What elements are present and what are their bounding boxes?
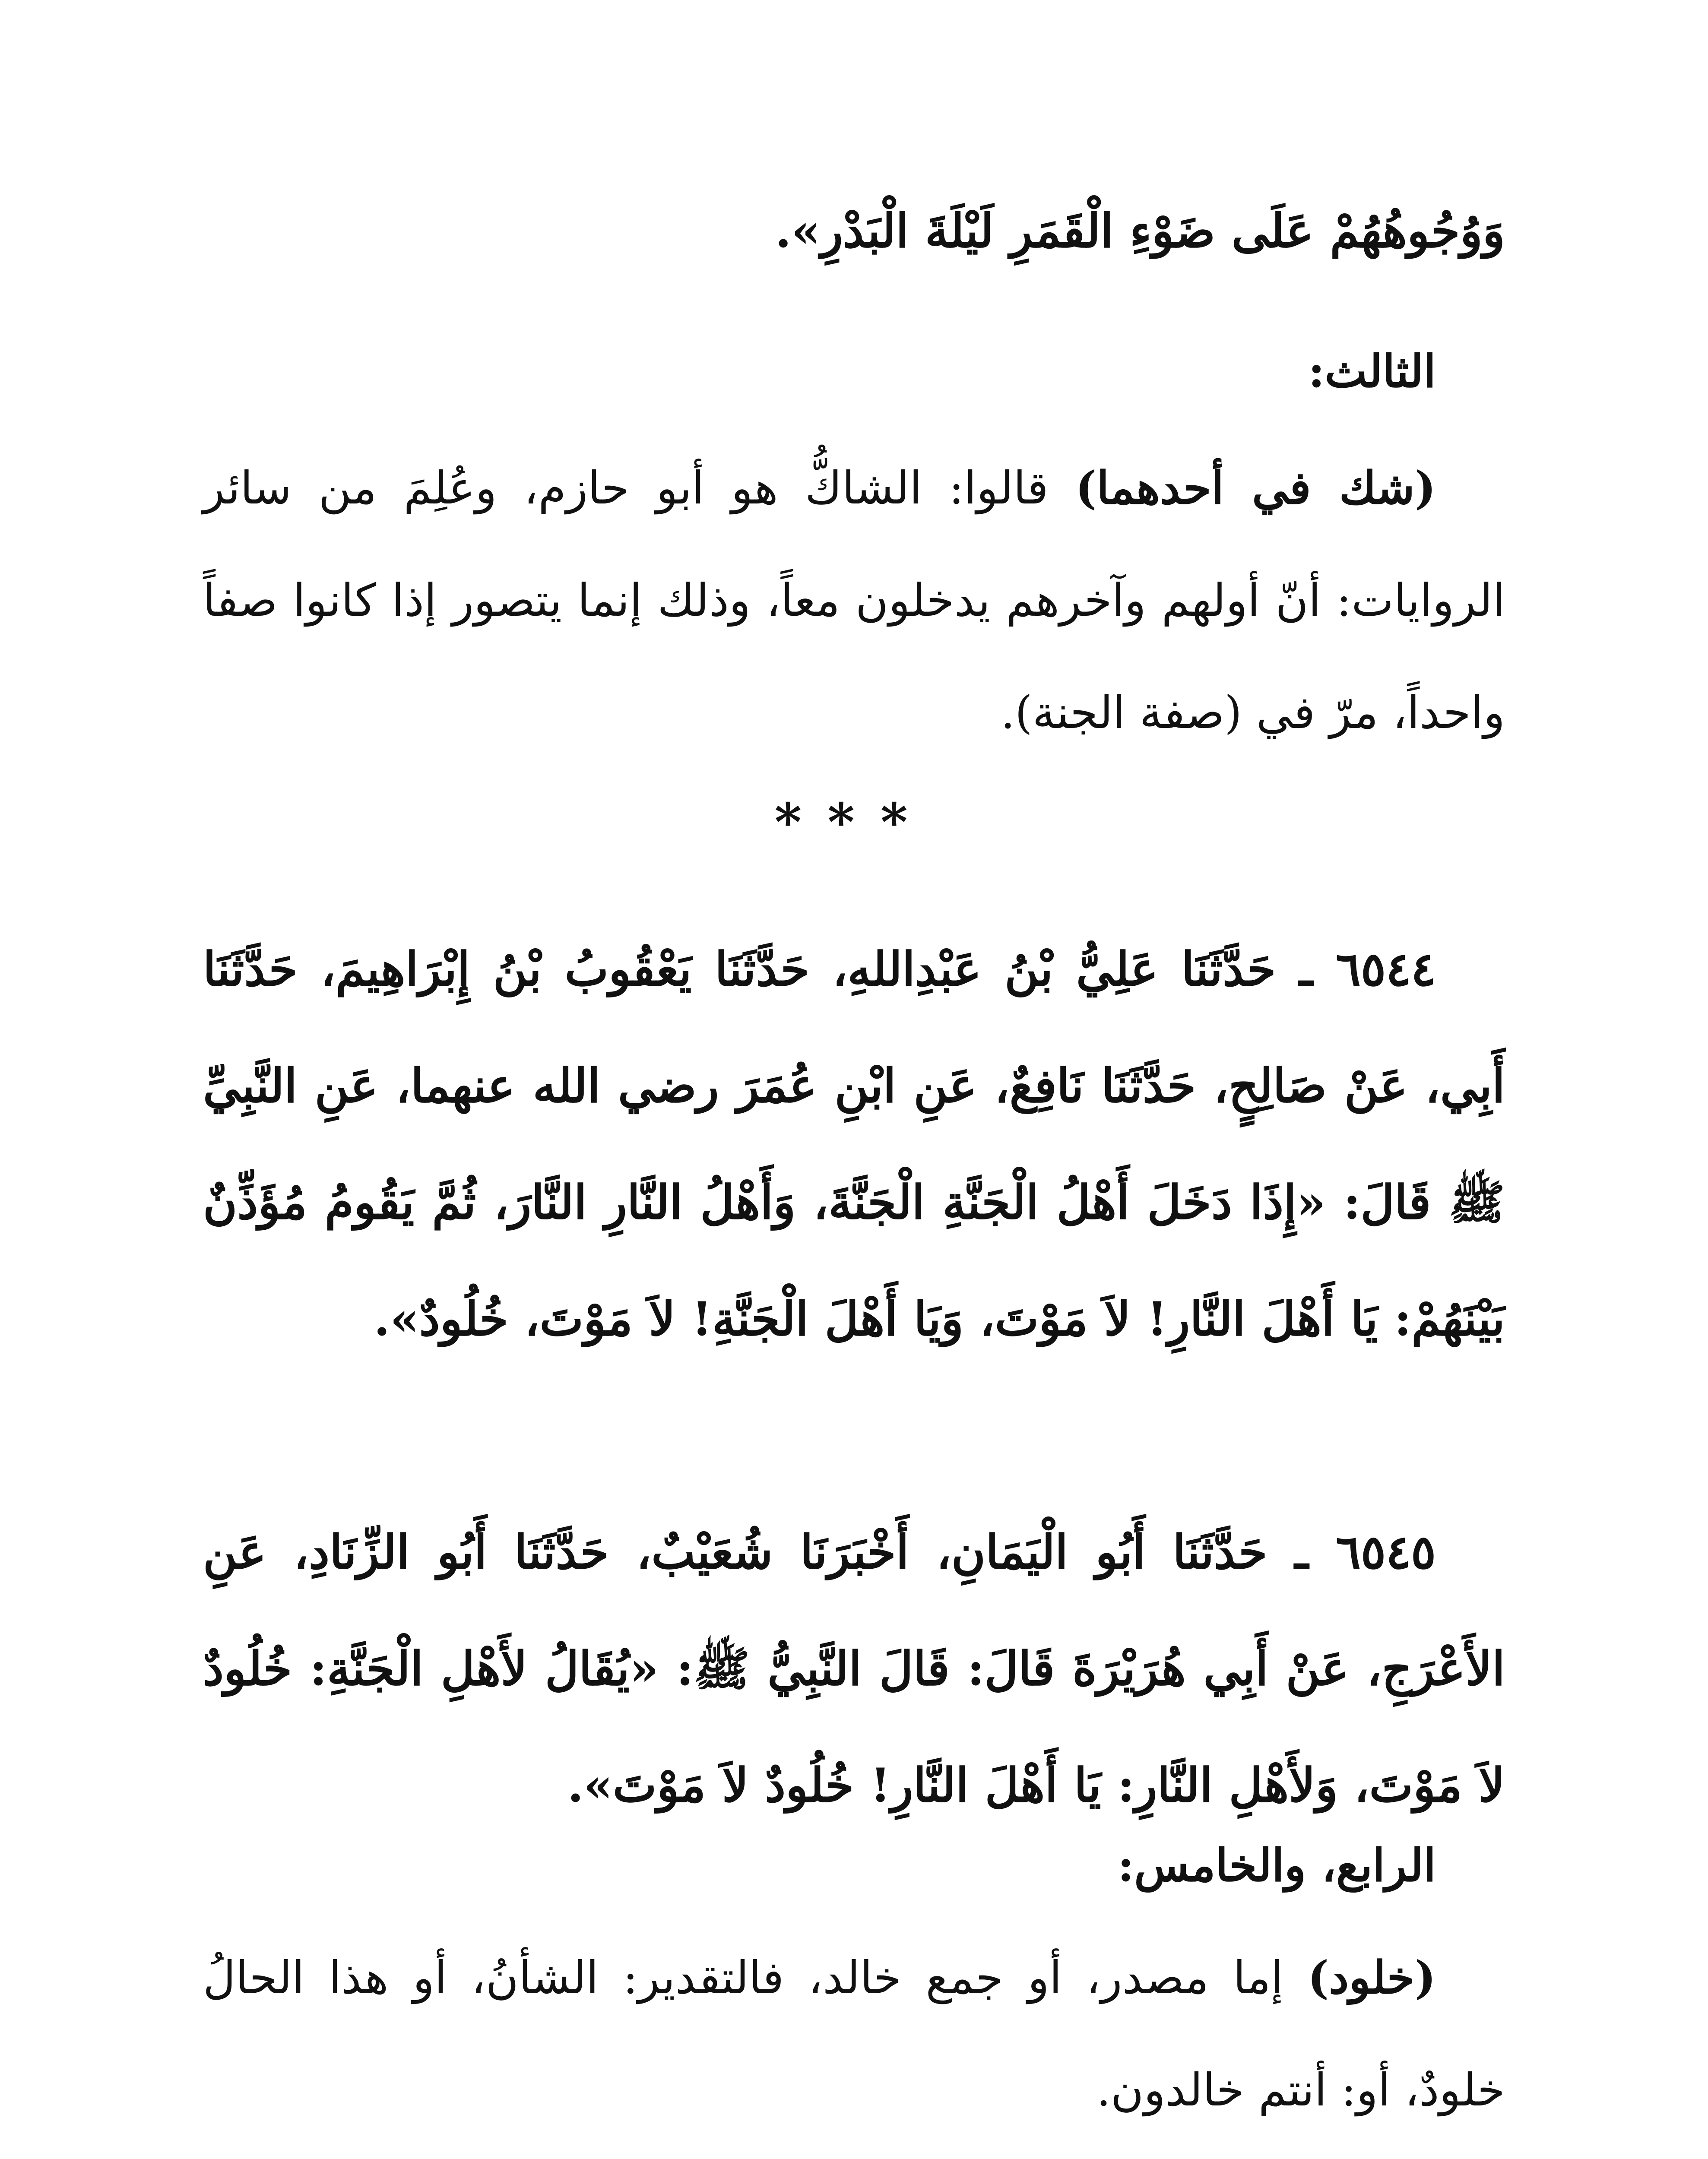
section-separator: *** (774, 792, 934, 853)
commentary-term: (شك في أحدهما) (1075, 461, 1436, 514)
opening-hadith-line: وَوُجُوهُهُمْ عَلَى ضَوْءِ الْقَمَرِ لَيْلَةَ الْبَدْرِ». (775, 204, 1505, 258)
commentary-third (203, 432, 1505, 769)
commentary-text: إما مصدر، أو جمع خالد، فالتقدير: الشأنُ، أو هذا الحالُ خلودٌ، أو: أنتم خالدون. (203, 1951, 1505, 2116)
section-heading-third: الثالث: (1308, 345, 1436, 398)
commentary-term: (خلود) (1307, 1951, 1436, 2004)
commentary-fourth-fifth (203, 1922, 1505, 2146)
section-heading-fourth-fifth: الرابع، والخامس: (1117, 1839, 1436, 1892)
hadith-6544: ٦٥٤٤ ـ حَدَّثَنَا عَلِيُّ بْنُ عَبْدِاللهِ، حَدَّثَنَا يَعْقُوبُ بْنُ إِبْرَاهِيمَ، حَدَّثَنَا أَبِي، عَنْ صَالِحٍ، حَدَّثَنَا نَافِعٌ، عَنِ ابْنِ عُمَرَ رضي الله عنهما، عَنِ النَّبِيِّ ﷺ قَالَ: «إِذَا دَخَلَ أَهْلُ الْجَنَّةِ الْجَنَّةَ، وَأَهْلُ النَّارِ النَّارَ، ثُمَّ يَقُومُ مُؤَذِّنٌ بَيْنَهُمْ: يَا أَهْلَ النَّارِ! لاَ مَوْتَ، وَيَا أَهْلَ الْجَنَّةِ! لاَ مَوْتَ، خُلُودٌ». (203, 942, 1505, 1346)
hadith-6545: ٦٥٤٥ ـ حَدَّثَنَا أَبُو الْيَمَانِ، أَخْبَرَنَا شُعَيْبٌ، حَدَّثَنَا أَبُو الزِّنَادِ، عَنِ الأَعْرَجِ، عَنْ أَبِي هُرَيْرَةَ قَالَ: قَالَ النَّبِيُّ ﷺ: «يُقَالُ لأَهْلِ الْجَنَّةِ: خُلُودٌ لاَ مَوْتَ، وَلأَهْلِ النَّارِ: يَا أَهْلَ النَّارِ! خُلُودٌ لاَ مَوْتَ». (203, 1525, 1505, 1813)
commentary-text: قالوا: الشاكُّ هو أبو حازم، وعُلِمَ من سائر الروايات: أنّ أولهم وآخرهم يدخلون معاً، وذلك إنما يتصور إذا كانوا صفاً واحداً، مرّ في (صفة الجنة). (203, 462, 1505, 739)
